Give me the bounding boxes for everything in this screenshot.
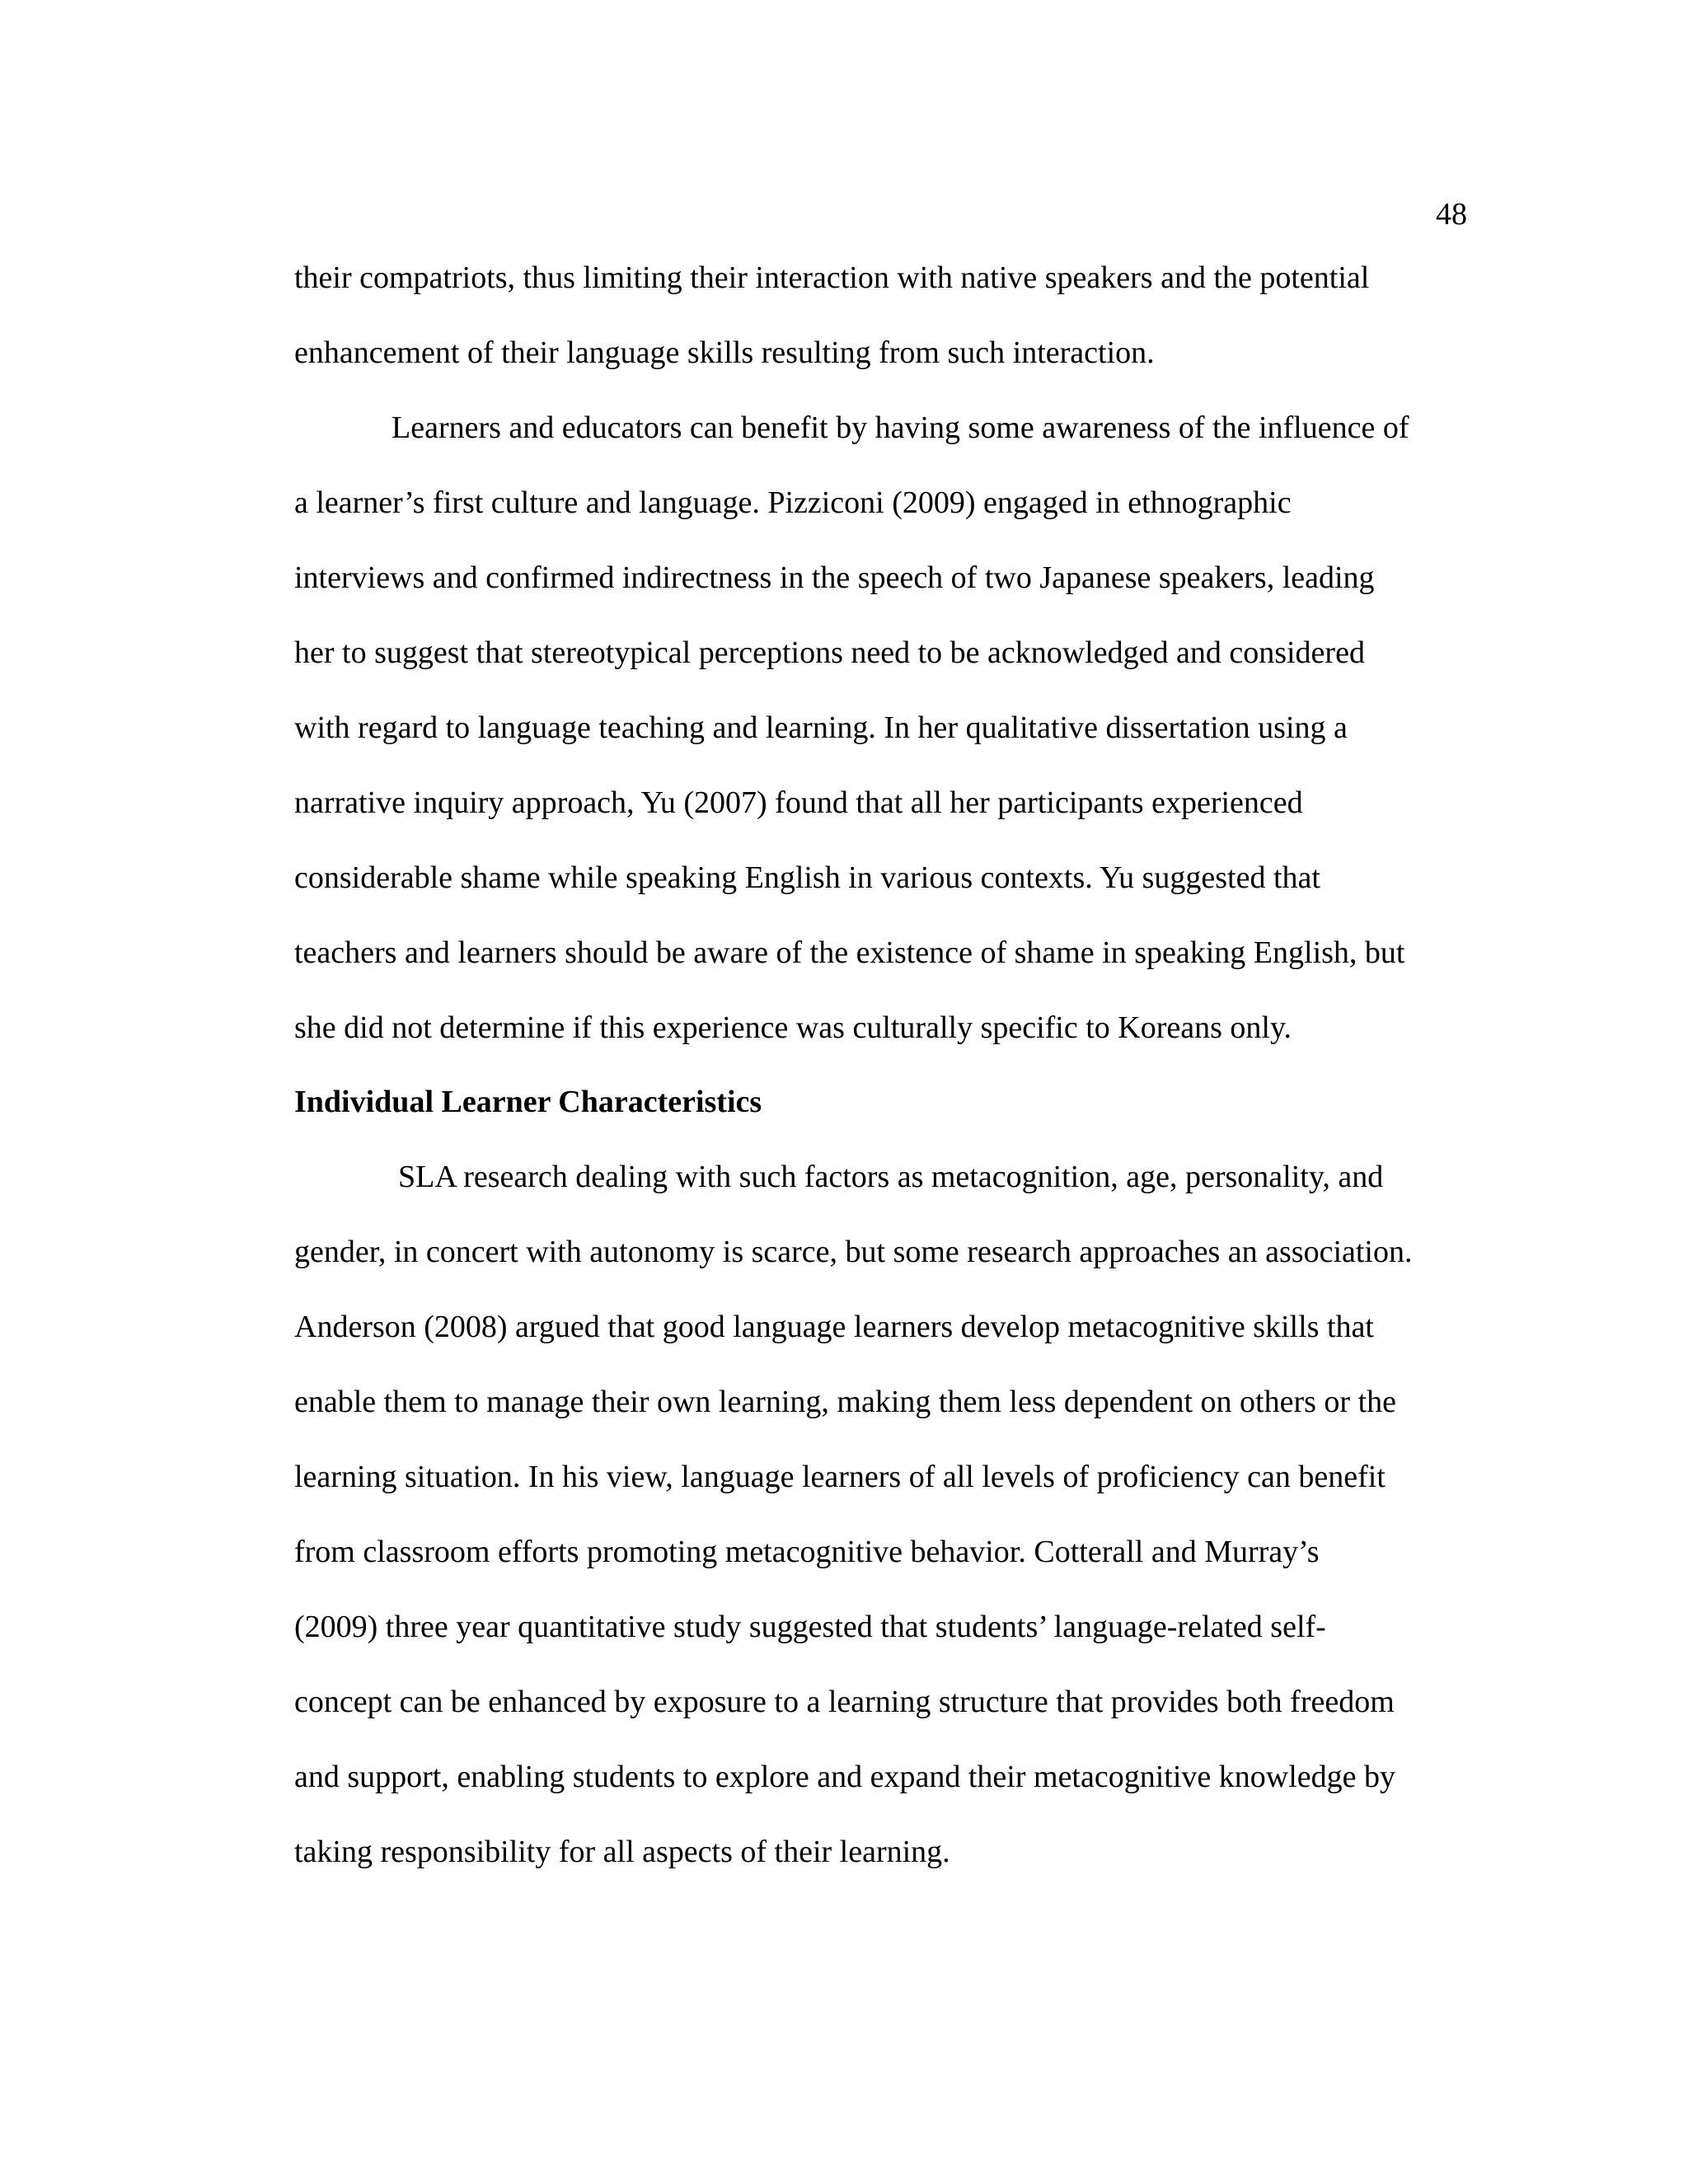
text-line: with regard to language teaching and learning. In her qualitative dissertation using a <box>294 710 1348 745</box>
text-line: a learner’s first culture and language. Pizziconi (2009) engaged in ethnographic <box>294 485 1292 520</box>
paragraph-first-line: SLA research dealing with such factors as metacognition, age, personality, and <box>398 1160 1384 1194</box>
text-line: interviews and confirmed indirectness in the speech of two Japanese speakers, leading <box>294 560 1375 595</box>
text-line: concept can be enhanced by exposure to a learning structure that provides both freedom <box>294 1685 1395 1719</box>
text-line: enable them to manage their own learning, making them less dependent on others or the <box>294 1385 1396 1419</box>
text-line: gender, in concert with autonomy is scarce, but some research approaches an association. <box>294 1235 1413 1269</box>
text-line: enhancement of their language skills resulting from such interaction. <box>294 335 1155 370</box>
text-line: learning situation. In his view, language learners of all levels of proficiency can benefit <box>294 1460 1386 1494</box>
text-line: taking responsibility for all aspects of their learning. <box>294 1835 950 1869</box>
section-heading: Individual Learner Characteristics <box>294 1085 762 1119</box>
text-line: she did not determine if this experience was culturally specific to Koreans only. <box>294 1010 1292 1045</box>
text-line: considerable shame while speaking English in various contexts. Yu suggested that <box>294 860 1320 895</box>
text-line: narrative inquiry approach, Yu (2007) found that all her participants experienced <box>294 785 1303 820</box>
text-line: (2009) three year quantitative study suggested that students’ language-related self- <box>294 1610 1326 1644</box>
text-line: Anderson (2008) argued that good language learners develop metacognitive skills that <box>294 1310 1374 1344</box>
text-line: their compatriots, thus limiting their interaction with native speakers and the potential <box>294 260 1370 295</box>
page-number: 48 <box>1436 197 1467 232</box>
text-line: from classroom efforts promoting metacognitive behavior. Cotterall and Murray’s <box>294 1535 1320 1569</box>
text-line: her to suggest that stereotypical perceptions need to be acknowledged and considered <box>294 635 1365 670</box>
text-line: teachers and learners should be aware of the existence of shame in speaking English, but <box>294 935 1405 970</box>
paragraph-first-line: Learners and educators can benefit by having some awareness of the influence of <box>392 410 1409 445</box>
text-line: and support, enabling students to explore and expand their metacognitive knowledge by <box>294 1760 1395 1794</box>
